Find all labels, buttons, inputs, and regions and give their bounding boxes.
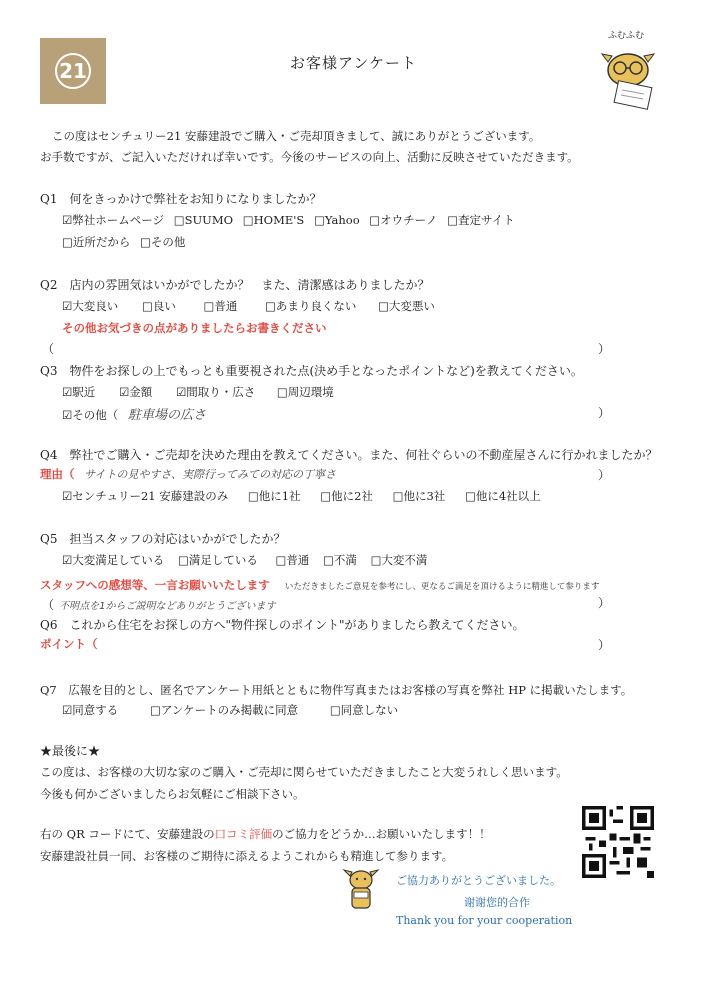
qr-code-icon[interactable]: [582, 806, 654, 878]
q1-option[interactable]: □近所だから: [62, 235, 131, 249]
q2-option[interactable]: ☑大変良い: [62, 299, 119, 313]
q1-option[interactable]: □査定サイト: [447, 213, 515, 227]
q4-option[interactable]: □他に4社以上: [464, 489, 541, 503]
q7-option[interactable]: □同意しない: [329, 703, 399, 717]
q5-question: Q5 担当スタッフの対応はいかがでしたか？: [40, 532, 286, 546]
q7-question: Q7 広報を目的とし、匿名でアンケート用紙とともに物件写真またはお客様の写真を弊社 HP に掲載いたします。: [40, 683, 633, 697]
thanks-jp: ご協力ありがとうございました。: [396, 874, 561, 887]
intro-line-2: お手数ですが、ご記入いただければ幸いです。今後のサービスの向上、活動に反映させていただきます。: [40, 150, 579, 164]
q1-option[interactable]: □オウチーノ: [369, 213, 438, 227]
mascot-dog-bow-icon: [340, 866, 382, 914]
q4-option[interactable]: □他に3社: [392, 489, 446, 503]
closing-line-1: この度は、お客様の大切な家のご購入・ご売却に関らせていただきましたこと大変うれしく思います。: [40, 765, 568, 779]
q4-option[interactable]: ☑センチュリー21 安藤建設のみ: [62, 489, 229, 503]
q7-option[interactable]: □アンケートのみ掲載に同意: [149, 703, 299, 717]
q6-question: Q6 これから住宅をお探しの方へ"物件探しのポイント"がありましたら教えてください。: [40, 618, 525, 632]
qr-pre-text: 右の QR コードにて、安藤建設の: [40, 827, 215, 841]
q5-note: スタッフへの感想等、一言お願いいたします: [40, 578, 270, 592]
q5-note-row: [40, 574, 599, 593]
q4-reason-label: 理由（: [40, 467, 75, 481]
q1-option[interactable]: □Yahoo: [313, 213, 360, 227]
q3-option[interactable]: □周辺環境: [276, 385, 334, 399]
q1-options-row1: [62, 212, 521, 228]
q2-option[interactable]: □あまり良くない: [265, 299, 357, 313]
logo-mark: 21: [55, 53, 91, 89]
q2-option[interactable]: □大変悪い: [378, 299, 435, 313]
q1-option[interactable]: □その他: [140, 235, 186, 249]
q5-option[interactable]: □大変不満: [370, 553, 428, 567]
q4-paren-close: ）: [598, 468, 611, 482]
q2-question: Q2 店内の雰囲気はいかがでしたか？ また、清潔感はありましたか？: [40, 278, 430, 292]
intro-line-1: この度はセンチュリー21 安藤建設でご購入・ご売却頂きまして、誠にありがとうございます。: [52, 129, 541, 143]
q5-options: [62, 552, 433, 568]
q3-other-label[interactable]: ☑その他（: [62, 408, 119, 422]
q1-option[interactable]: □SUUMO: [173, 213, 234, 227]
qr-highlight: 口コミ評価: [214, 827, 273, 841]
q7-option[interactable]: ☑同意する: [62, 703, 119, 717]
q3-option[interactable]: ☑駅近: [62, 385, 96, 399]
q3-option[interactable]: ☑金額: [118, 385, 153, 399]
closing-line-4: 安藤建設社員一同、お客様のご期待に添えるようこれからも精進して参ります。: [40, 849, 454, 863]
closing-line-2: 今後も何かございましたらお気軽にご相談下さい。: [40, 787, 305, 801]
q3-option[interactable]: ☑間取り・広さ: [175, 385, 256, 399]
q3-paren-close: ）: [598, 406, 611, 420]
q2-options: [62, 298, 441, 314]
q5-paren-close: ）: [598, 596, 611, 610]
q5-note-small: いただきましたご意見を参考にし、更なるご満足を頂けるように精進して参ります: [284, 582, 600, 592]
closing-heading: ★最後に★: [40, 744, 101, 758]
q1-question: Q1 何をきっかけで弊社をお知りになりましたか？: [40, 192, 322, 206]
q7-options: [62, 702, 404, 718]
q4-options: [62, 488, 547, 504]
q5-paren-open: （: [42, 598, 55, 612]
q3-question: Q3 物件をお探しの上でもっとも重要視された点(決め手となったポイントなど)を教えてください。: [40, 364, 583, 378]
q5-option[interactable]: □不満: [323, 553, 357, 567]
q4-option[interactable]: □他に2社: [320, 489, 373, 503]
q3-options: [62, 384, 340, 400]
closing-qr-line: [40, 826, 491, 842]
q6-point-label: ポイント（: [40, 637, 98, 651]
q2-paren-close: ）: [598, 342, 611, 356]
q5-option[interactable]: □普通: [275, 553, 310, 567]
mascot-caption: ふむふむ: [608, 31, 645, 41]
mascot-dog-reading-icon: [586, 26, 670, 112]
q1-option[interactable]: ☑弊社ホームページ: [62, 213, 165, 227]
q3-other-answer: 駐車場の広さ: [127, 408, 206, 423]
q1-options-row2: [62, 234, 191, 250]
thanks-en: Thank you for your cooperation: [396, 914, 573, 927]
page-title: お客様アンケート: [289, 54, 418, 72]
thanks-cn: 谢谢您的合作: [464, 896, 530, 909]
q2-option[interactable]: □普通: [203, 299, 238, 313]
q5-answer-row: [42, 594, 275, 613]
q3-other-row: [62, 404, 212, 423]
q5-option[interactable]: □満足している: [177, 553, 258, 567]
q4-option[interactable]: □他に1社: [247, 489, 301, 503]
q6-paren-close: ）: [598, 638, 611, 652]
q4-reason-answer: サイトの見やすさ、実際行ってみての対応の丁寧さ: [84, 468, 336, 481]
q5-answer: 不明点を1からご説明などありがとうございます: [59, 601, 276, 612]
q5-option[interactable]: ☑大変満足している: [62, 553, 165, 567]
qr-post-text: のご協力をどうか…お願いいたします！！: [272, 827, 491, 841]
q2-note: その他お気づきの点がありましたらお書きください: [62, 321, 327, 335]
q2-option[interactable]: □良い: [141, 299, 176, 313]
q4-reason-row: [40, 466, 342, 482]
q1-option[interactable]: □HOME'S: [242, 213, 305, 227]
q4-question: Q4 弊社でご購入・ご売却を決めた理由を教えてください。また、何社ぐらいの不動産屋さんに行かれましたか？: [40, 448, 658, 462]
q2-paren-open: （: [42, 342, 55, 356]
